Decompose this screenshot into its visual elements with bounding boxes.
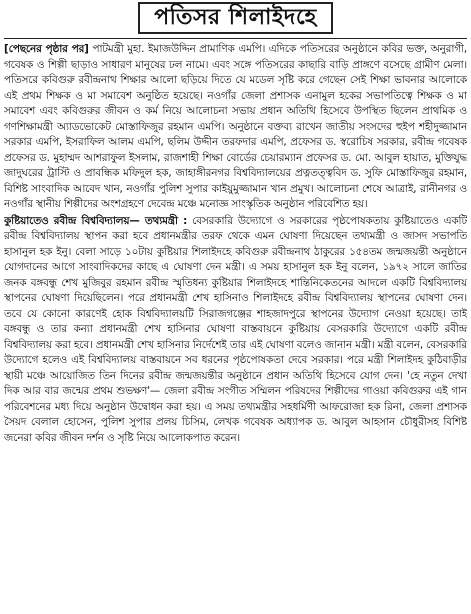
headline-row bbox=[4, 2, 467, 34]
headline-divider bbox=[4, 38, 467, 39]
subheading-kushtia-university: কুষ্টিয়াতেও রবীন্দ্র বিশ্ববিদ্যালয়— তথ্যমন্ত্রী : bbox=[4, 214, 188, 227]
paragraph-continued bbox=[4, 42, 467, 213]
article-body bbox=[4, 42, 467, 446]
paragraph-text: বেসরকারি উদ্যোগে ও সরকারের পৃষ্ঠপোষকতায় কুষ্টিয়াতেও একটি রবীন্দ্র বিশ্ববিদ্যালয় স্থাপন করা হবে প্রধানমন্ত্রীর তরফ থেকে এমন ঘোষণা দিয়েছেন তথ্যমন্ত্রী ও জাসদ সভাপতি হাসানুল হক ইনু। বেলা সাড়ে ১০টায় কুষ্টিয়ার শিলাইদহে কবিগুরু রবীন্দ্রনাথ ঠাকুরের ১৫৪তম জন্মজয়ন্তী অনুষ্ঠানে যোগদানের আগে সাংবাদিকদের কাছে এ ঘোষণা দেন মন্ত্রী। এ সময় হাসানুল হক ইনু বলেন, ১৯৭২ সালে জাতির জনক বঙ্গবন্ধু শেখ মুজিবুর রহমান রবীন্দ্র স্মৃতিধন্য কুষ্টিয়ার শিলাইদহে শান্তিনিকেতনের আদলে একটি বিশ্ববিদ্যালয় স্থাপনের ঘোষণা দিয়েছিলেন। পরে প্রধানমন্ত্রী শেখ হাসিনাও শিলাইদহে রবীন্দ্র বিশ্ববিদ্যালয় স্থাপনের ঘোষণা দেন। তবে যে কোনো কারণেই হোক বিশ্ববিদ্যালয়টি সিরাজগঞ্জের শাহজাদপুরে স্থাপনের উদ্যোগ নেওয়া হয়েছে। তাই বঙ্গবন্ধু ও তার কন্যা প্রধানমন্ত্রী শেখ হাসিনার ঘোষণা বাস্তবায়নে কুষ্টিয়ায় বেসরকারি উদ্যোগে একটি রবীন্দ্র বিশ্ববিদ্যালয় করা হবে। প্রধানমন্ত্রী শেখ হাসিনার নির্দেশেই তার এই ঘোষণা বলেও জানান মন্ত্রী। মন্ত্রী বলেন, বেসরকারি উদ্যোগে হলেও এই বিশ্ববিদ্যালয় বাস্তবায়নে সব ধরনের পৃষ্ঠপোষকতা দেবে সরকার। পরে মন্ত্রী শিলাইদহ কুঠিবাড়ীর স্থায়ী মঞ্চে আয়োজিত তিন দিনের রবীন্দ্র জন্মজয়ন্তীর অনুষ্ঠানে প্রধান অতিথি হিসেবে যোগ দেন। 'হে নতুন দেখা দিক আর বার জন্মের প্রথম শুভক্ষণ'— জেলা রবীন্দ্র সংগীত সম্মিলন পরিষদের শিল্পীদের গাওয়া কবিগুরুর এই গান পরিবেশনের মধ্য দিয়ে অনুষ্ঠান উদ্বোধন করা হয়। এ সময় তথ্যমন্ত্রীর সহধর্মিণী আফরোজা হক রিনা, জেলা প্রশাসক সৈয়দ বেলাল হোসেন, পুলিশ সুপার প্রলয় চিসিম, লেখক গবেষক অধ্যাপক ড. আবুল আহসান চৌধুরীসহ বিশিষ্ট জনেরা কবির জীবন দর্শন ও সৃষ্টি নিয়ে আলোকপাত করেন। bbox=[4, 214, 467, 444]
news-clipping bbox=[4, 2, 467, 608]
continued-from-label: [পেছনের পৃষ্ঠার পর] bbox=[4, 43, 89, 55]
paragraph-text: পাটমন্ত্রী মুহা. ইমাজউদ্দিন প্রামাণিক এমপি। এদিকে পতিসরের অনুষ্ঠানে কবির ভক্ত, অনুরাগী, গবেষক ও শিল্পী ছাড়াও সাধারণ মানুষের ঢল নামে। এবং সঙ্গে পতিসরের কাছারি বাড়ি প্রাঙ্গণে বসেছে গ্রামীণ মেলা। পতিসরে কবিগুরু রবীন্দ্রনাথ শিক্ষার আলো ছড়িয়ে দিতে যে মডেল সৃষ্টি করে গেছেন সেই শিক্ষা ভাবনার আলোকে এই প্রথম শিক্ষক ও মা সমাবেশ অনুষ্ঠিত হয়েছে। নওগাঁর জেলা প্রশাসক এনামুল হকের সভাপতিত্বে শিক্ষক ও মা সমাবেশ এবং কবিগুরুর জীবন ও কর্ম নিয়ে আলোচনা সভায় প্রধান অতিথি হিসেবে উপস্থিত ছিলেন প্রাথমিক ও গণশিক্ষামন্ত্রী অ্যাডভোকেট মোস্তাফিজুর রহমান এমপি। অনুষ্ঠানে বক্তব্য রাখেন জাতীয় সংসদের হুইপ শহীদুজ্জামান সরকার এমপি, ইসরাফিল আলম এমপি, ছলিম উদ্দীন তরফদার এমপি, প্রফেসর ড. স্বরোচিষ সরকার, রবীন্দ্র গবেষক প্রফেসর ড. মুহাম্মদ আশরাফুল ইসলাম, রাজশাহী শিক্ষা বোর্ডের চেয়ারম্যান প্রফেসর ড. মো. আবুল হায়াত, মুক্তিযুদ্ধ জাদুঘরের ট্রাস্টি ও প্রাবন্ধিক মফিদুল হক, জাহাঙ্গীরনগর বিশ্ববিদ্যালয়ের প্রত্নতত্ত্ববিদ ড. সুফি মোস্তাফিজুর রহমান, বিশিষ্ট সাংবাদিক আবেদ খান, নওগাঁর পুলিশ সুপার কাইয়ুমুজ্জামান খান প্রমুখ। আলোচনা শেষে আত্রাই, রানীনগর ও নওগাঁর স্থানীয় শিল্পীদের অংশগ্রহণে দেবেন্দ্র মঞ্চে মনোজ্ঞ সাংস্কৃতিক অনুষ্ঠান পরিবেশিত হয়। bbox=[4, 43, 467, 210]
headline: পতিসর শিলাইদহে bbox=[138, 2, 333, 34]
paragraph-kushtia bbox=[4, 214, 467, 447]
